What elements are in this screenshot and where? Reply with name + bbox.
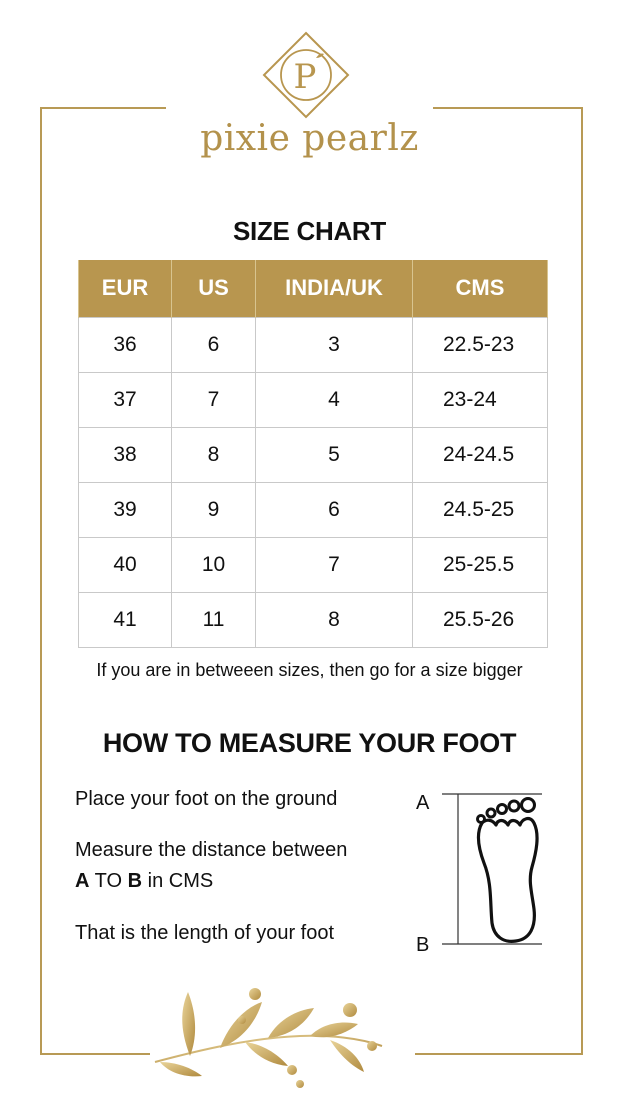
measure-title: HOW TO MEASURE YOUR FOOT bbox=[102, 728, 517, 758]
header-india-uk: INDIA/UK bbox=[256, 260, 413, 317]
cell-india-uk: 5 bbox=[256, 427, 413, 482]
table-row bbox=[79, 317, 548, 372]
frame-bottom-right bbox=[415, 1053, 583, 1055]
cell-cms: 25-25.5 bbox=[413, 537, 548, 592]
size-table-header bbox=[79, 260, 548, 317]
sizing-note: If you are in betweeen sizes, then go for a size bigger bbox=[96, 660, 523, 680]
frame-top-left bbox=[40, 107, 166, 109]
leaf-decoration bbox=[150, 980, 390, 1095]
size-chart-table bbox=[78, 260, 548, 648]
table-row bbox=[79, 537, 548, 592]
cell-cms: 24.5-25 bbox=[413, 482, 548, 537]
brand-logo bbox=[258, 30, 354, 120]
point-a-label: A bbox=[75, 870, 90, 892]
cell-us: 11 bbox=[172, 592, 256, 647]
frame-bottom-left bbox=[40, 1053, 150, 1055]
size-chart-title: SIZE CHART bbox=[232, 216, 386, 246]
cell-cms: 23-24 bbox=[413, 372, 548, 427]
cell-india-uk: 6 bbox=[256, 482, 413, 537]
table-row bbox=[79, 482, 548, 537]
cell-india-uk: 4 bbox=[256, 372, 413, 427]
cell-us: 10 bbox=[172, 537, 256, 592]
cell-india-uk: 7 bbox=[256, 537, 413, 592]
diagram-label-a: A bbox=[416, 792, 430, 814]
cell-eur: 41 bbox=[79, 592, 172, 647]
cell-eur: 39 bbox=[79, 482, 172, 537]
header-cms: CMS bbox=[413, 260, 548, 317]
cell-india-uk: 8 bbox=[256, 592, 413, 647]
table-row bbox=[79, 372, 548, 427]
frame-right bbox=[581, 107, 583, 1055]
frame-left bbox=[40, 107, 42, 1055]
step-unit-text: in CMS bbox=[142, 870, 214, 892]
cell-us: 9 bbox=[172, 482, 256, 537]
cell-eur: 37 bbox=[79, 372, 172, 427]
header-us: US bbox=[172, 260, 256, 317]
cell-eur: 36 bbox=[79, 317, 172, 372]
foot-outline-icon bbox=[412, 785, 552, 955]
cell-cms: 22.5-23 bbox=[413, 317, 548, 372]
brand-monogram: P bbox=[293, 57, 317, 97]
measure-step-1: Place your foot on the ground bbox=[75, 788, 338, 810]
cell-us: 7 bbox=[172, 372, 256, 427]
cell-us: 6 bbox=[172, 317, 256, 372]
step-to-word: TO bbox=[89, 870, 128, 892]
brand-name: pixie pearlz bbox=[200, 118, 419, 159]
table-row bbox=[79, 427, 548, 482]
measure-step-2 bbox=[75, 835, 347, 897]
cell-cms: 25.5-26 bbox=[413, 592, 548, 647]
frame-top-right bbox=[433, 107, 583, 109]
diagram-label-b: B bbox=[416, 934, 430, 955]
table-row bbox=[79, 592, 548, 647]
cell-eur: 40 bbox=[79, 537, 172, 592]
measure-step-2-line1: Measure the distance between bbox=[75, 839, 348, 861]
diamond-monogram-icon bbox=[258, 30, 354, 120]
cell-us: 8 bbox=[172, 427, 256, 482]
cell-eur: 38 bbox=[79, 427, 172, 482]
cell-india-uk: 3 bbox=[256, 317, 413, 372]
cell-cms: 24-24.5 bbox=[413, 427, 548, 482]
golden-leaf-branch-icon bbox=[150, 980, 390, 1095]
foot-diagram bbox=[412, 785, 552, 955]
measure-step-3: That is the length of your foot bbox=[75, 922, 335, 944]
header-eur: EUR bbox=[79, 260, 172, 317]
point-b-label: B bbox=[127, 870, 143, 892]
